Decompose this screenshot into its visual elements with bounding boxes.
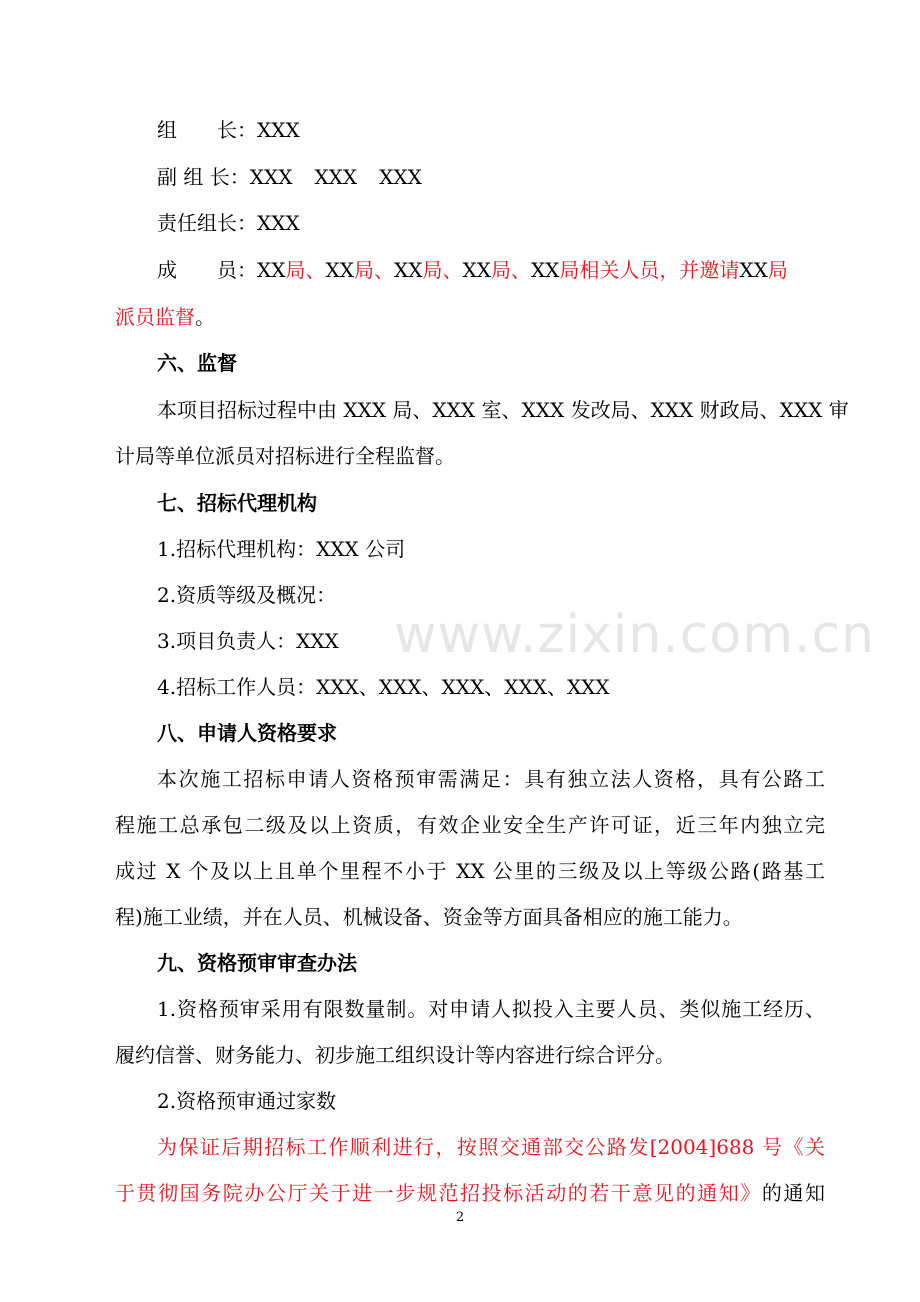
deputy-value-1: XXX — [249, 165, 293, 189]
text-run: 局、 — [490, 258, 531, 282]
text-run: 。 — [195, 305, 215, 329]
text-run: XX — [530, 258, 560, 282]
leader-label-b: 长： — [217, 118, 257, 142]
members-text — [257, 258, 788, 282]
section-7-title: 七、招标代理机构 — [157, 491, 317, 515]
section-7-item-4: 4.招标工作人员：XXX、XXX、XXX、XXX、XXX — [157, 675, 610, 699]
members-label-b: 员： — [217, 258, 257, 282]
section-9-red-line-1: 为保证后期招标工作顺利进行，按照交通部交公路发[2004]688 号《关 — [157, 1135, 825, 1159]
text-run: 局相关人员，并邀请 — [559, 258, 740, 282]
leader-value: XXX — [257, 118, 300, 142]
members-line-2 — [115, 304, 825, 330]
section-6-para-line-2: 计局等单位派员对招标进行全程监督。 — [115, 444, 455, 468]
responsible-label: 责任组长： — [157, 211, 257, 235]
watermark: www.zixin.com.cn — [394, 605, 875, 665]
members-line-1 — [157, 257, 825, 283]
text-run: XX — [325, 258, 354, 282]
section-9-red-line-2: 于贯彻国务院办公厅关于进一步规范招投标活动的若干意见的通知》 — [115, 1181, 762, 1205]
text-run: XX — [257, 258, 286, 282]
text-run: XX — [462, 258, 491, 282]
members-text-continued — [115, 305, 215, 329]
section-6-para-line-1: 本项目招标过程中由 XXX 局、XXX 室、XXX 发改局、XXX 财政局、XXX 审 — [157, 398, 849, 422]
section-9-line-2 — [115, 1180, 825, 1206]
section-8-line-4: 程)施工业绩，并在人员、机械设备、资金等方面具备相应的施工能力。 — [115, 905, 743, 929]
section-8-line-1: 本次施工招标申请人资格预审需满足：具有独立法人资格，具有公路工 — [157, 767, 825, 791]
deputy-label: 副 组 长： — [157, 165, 250, 189]
text-run: XX — [739, 258, 768, 282]
section-7-item-1: 1.招标代理机构：XXX 公司 — [157, 537, 406, 561]
section-7-item-2: 2.资质等级及概况： — [157, 583, 337, 607]
deputy-leader-line — [157, 164, 867, 190]
deputy-value-2: XXX — [314, 165, 358, 189]
leader-label-a: 组 — [157, 118, 177, 142]
responsible-value: XXX — [257, 211, 300, 235]
leader-line — [157, 117, 867, 143]
section-8-line-2: 程施工总承包二级及以上资质，有效企业安全生产许可证，近三年内独立完 — [115, 813, 825, 837]
section-9-title: 九、资格预审审查办法 — [157, 951, 357, 975]
text-run: 局、 — [285, 258, 326, 282]
text-run: 局 — [767, 258, 788, 282]
text-run: 局、 — [422, 258, 463, 282]
deputy-value-3: XXX — [379, 165, 422, 189]
text-run: 局、 — [353, 258, 394, 282]
section-8-line-3: 成过 X 个及以上且单个里程不小于 XX 公里的三级及以上等级公路(路基工 — [115, 859, 825, 883]
section-6-title: 六、监督 — [157, 351, 237, 375]
responsible-leader-line — [157, 210, 867, 236]
section-8-title: 八、申请人资格要求 — [157, 721, 337, 745]
section-9-item-1-line-1: 1.资格预审采用有限数量制。对申请人拟投入主要人员、类似施工经历、 — [157, 997, 825, 1021]
text-run: 派员监督 — [115, 305, 195, 329]
section-9-item-1-line-2: 履约信誉、财务能力、初步施工组织设计等内容进行综合评分。 — [115, 1043, 675, 1067]
page-number: 2 — [455, 1210, 465, 1225]
section-7-item-3: 3.项目负责人：XXX — [157, 629, 339, 653]
text-run: XX — [393, 258, 423, 282]
section-9-black-tail: 的通知 — [761, 1181, 825, 1205]
members-label-a: 成 — [157, 258, 177, 282]
section-9-item-2: 2.资格预审通过家数 — [157, 1089, 337, 1113]
